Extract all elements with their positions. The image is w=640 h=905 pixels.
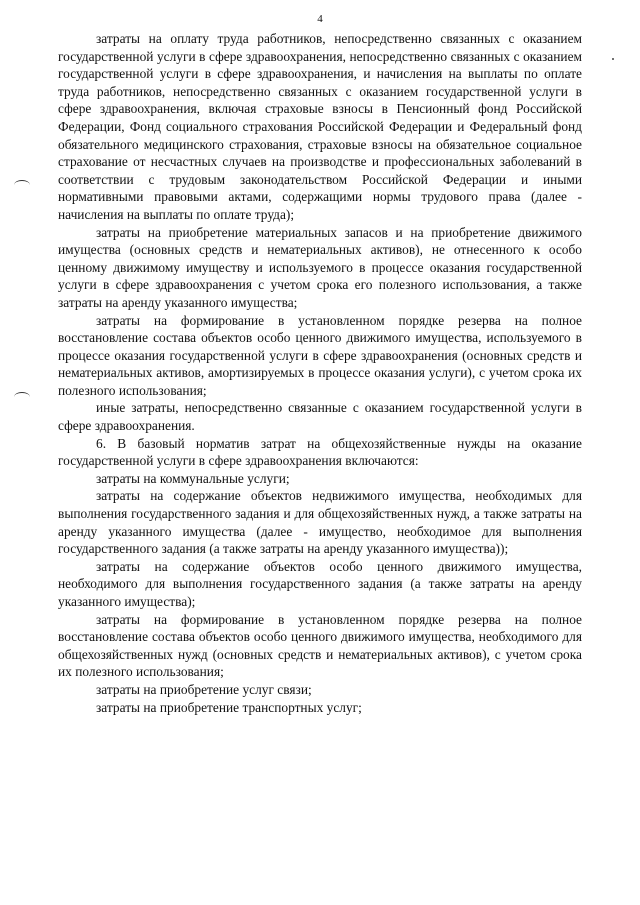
- paragraph-material-reserves: затраты на приобретение материальных запасов и на приобретение движимого имущества (основных средств и нематериальных активов), не отнесенного к особо ценному движимому имуществу и используемого в процессе оказания государственной услуги в сфере здравоохранения с учетом срока его полезного использования, а также затраты на аренду указанного имущества;: [58, 224, 582, 310]
- paragraph-real-estate: затраты на содержание объектов недвижимого имущества, необходимых для выполнения государственного задания и для общехозяйственных нужд, а также затраты на аренду указанного имущества (далее - имущество, необходимое для выполнения государственного задания (а также затраты на аренду указанного имущества));: [58, 488, 582, 557]
- paragraph-reserve-general: затраты на формирование в установленном порядке резерва на полное восстановление состава объектов особо ценного движимого имущества, необходимого для общехозяйственных нужд (основных средств и нематериальных активов), с учетом срока их полезного использования;: [58, 611, 582, 680]
- paragraph-movable-property: затраты на содержание объектов особо ценного движимого имущества, необходимого для выполнения государственного задания (а также затраты на аренду указанного имущества);: [58, 558, 582, 609]
- page-number: 4: [317, 13, 323, 25]
- paragraph-reserve-formation: затраты на формирование в установленном порядке резерва на полное восстановление состава объектов особо ценного движимого имущества, используемого в процессе оказания государственной услуги в сфере здравоохранения (основных средств и нематериальных активов, амортизируемых в процессе оказания услуги), с учетом срока их полезного использования;: [58, 312, 582, 398]
- paragraph-communication: затраты на приобретение услуг связи;: [96, 681, 312, 697]
- scan-mark-lower: [14, 392, 30, 402]
- paragraph-other-costs: иные затраты, непосредственно связанные с оказанием государственной услуги в сфере здравоохранения.: [58, 400, 582, 434]
- paragraph-section-6: 6. В базовый норматив затрат на общехозяйственные нужды на оказание государственной услуги в сфере здравоохранения включаются:: [58, 435, 582, 469]
- paragraph-transport: затраты на приобретение транспортных услуг;: [96, 699, 362, 715]
- scan-mark-upper: [14, 180, 30, 190]
- document-body: [58, 30, 582, 716]
- scan-speck: [612, 58, 614, 60]
- paragraph-labor-costs: затраты на оплату труда работников, непосредственно связанных с оказанием государственной услуги в сфере здравоохранения, непосредственно связанных с оказанием государственной услуги в сфере здравоохранения, и начисления на выплаты по оплате труда работников, непосредственно связанных с оказанием государственной услуги в сфере здравоохранения, включая страховые взносы в Пенсионный фонд Российской Федерации, Фонд социального страхования Российской Федерации и Федеральный фонд обязательного медицинского страхования, страховые взносы на обязательное социальное страхование от несчастных случаев на производстве и профессиональных заболеваний в соответствии с трудовым законодательством Российской Федерации и иными нормативными правовыми актами, содержащими нормы трудового права (далее - начисления на выплаты по оплате труда);: [58, 31, 582, 222]
- paragraph-utilities: затраты на коммунальные услуги;: [96, 470, 290, 486]
